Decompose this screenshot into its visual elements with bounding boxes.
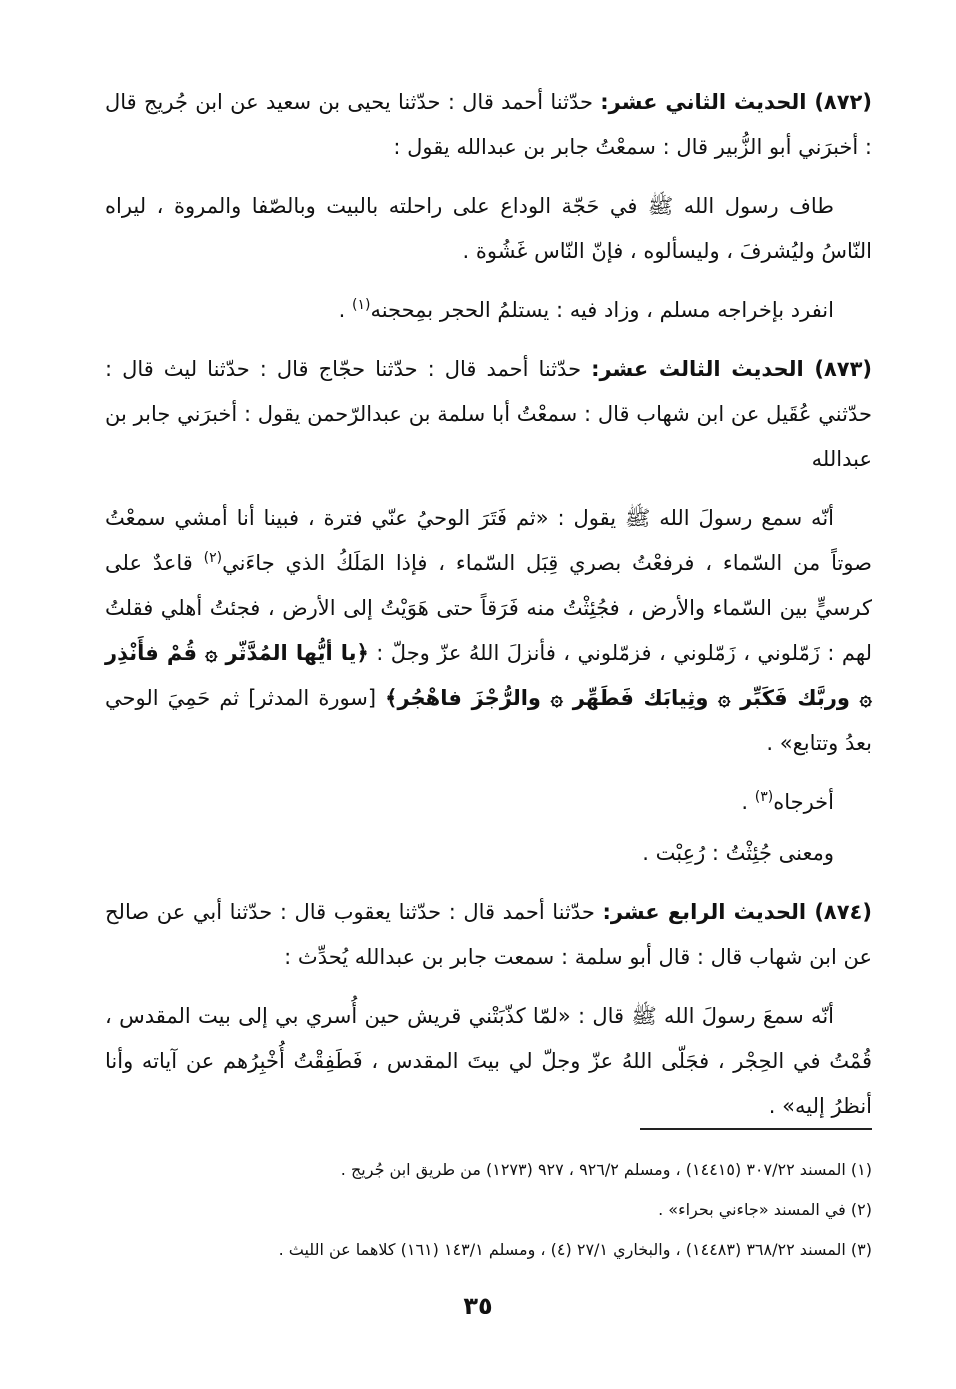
hadith-873-isnad bbox=[105, 347, 872, 482]
hadith-873-matn-part1: أنّه سمع رسولَ الله ﷺ يقول : «ثم فَتَرَ الوحيُ عنّي فترة ، فبينا أنا أمشي سمعْتُ صوتاً من السّماء ، فرفعْتُ بصري قِبَل السّماء ، فإذا المَلَكُ الذي جاءَني bbox=[105, 506, 873, 575]
hadith-873-note-text: أخرجاه bbox=[773, 790, 834, 814]
hadith-872-isnad-text: حدّثنا أحمد قال : حدّثنا يحيى بن سعيد عن ابن جُريج قال : أخبرَني أبو الزُّبير قال : سمعْتُ جابر بن عبدالله يقول : bbox=[105, 90, 872, 159]
hadith-872-note-text: انفرد بإخراجه مسلم ، وزاد فيه : يستلمُ الحجر بمِحجنه bbox=[370, 298, 834, 322]
hadith-874-isnad-text: حدّثنا أحمد قال : حدّثنا يعقوب قال : حدّثنا أبي عن صالح عن ابن شهاب قال : قال أبو سلمة : سمعت جابر بن عبدالله يُحدِّث : bbox=[105, 900, 872, 969]
footnote-ref-1: (١) bbox=[351, 297, 371, 313]
footnote-ref-3: (٣) bbox=[754, 789, 774, 805]
main-text bbox=[105, 80, 872, 1143]
hadith-874-label: (٨٧٤) الحديث الرابع عشر: bbox=[602, 900, 872, 924]
hadith-872-matn: طاف رسول الله ﷺ في حَجّة الوداع على راحلته بالبيت وبالصّفا والمروة ، ليراه النّاسُ وليُشرفَ ، وليسألوه ، فإنّ النّاس غَشُوة . bbox=[105, 194, 872, 263]
footnote-ref-2: (٢) bbox=[203, 550, 223, 566]
hadith-873-note bbox=[105, 780, 872, 825]
footnote-2: (٢) في المسند «جاءني بحراء» . bbox=[658, 1200, 872, 1219]
hadith-873-matn bbox=[105, 496, 872, 766]
footnotes bbox=[105, 1150, 872, 1270]
hadith-873-meaning: ومعنى جُئِثْتُ : رُعِبْت . bbox=[642, 841, 834, 865]
hadith-873-label: (٨٧٣) الحديث الثالث عشر: bbox=[591, 357, 872, 381]
hadith-873-note-end: . bbox=[741, 790, 755, 814]
page-number: ٣٥ bbox=[463, 1292, 493, 1320]
hadith-874-isnad bbox=[105, 890, 872, 980]
hadith-873-isnad-text: حدّثنا أحمد قال : حدّثنا حجّاج قال : حدّثنا ليث قال : حدّثني عُقَيل عن ابن شهاب قال : سمعْتُ أبا سلمة بن عبدالرّحمن يقول : أخبرَني جابر بن عبدالله bbox=[105, 357, 872, 471]
hadith-872-label: (٨٧٢) الحديث الثاني عشر: bbox=[600, 90, 872, 114]
footnote-3: (٣) المسند ٣٦٨/٢٢ (١٤٤٨٣) ، والبخاري ٢٧/١ (٤) ، ومسلم ١٤٣/١ (١٦١) كلاهما عن الليث . bbox=[278, 1240, 872, 1259]
hadith-872-note-end: . bbox=[338, 298, 352, 322]
quran-verse: ﴿يا أيُّها المُدَّثّر ۞ قُمْ فأَنْذِر ۞ وربَّك فَكَبِّر ۞ وثِيابَك فَطَهِّر ۞ والرُّجْزَ فاهْجُر﴾ bbox=[105, 641, 872, 710]
hadith-873-matn-part3: [سورة المدثر] ثم حَمِيَ الوحي بعدُ وتتابع» . bbox=[105, 686, 872, 755]
hadith-872-isnad bbox=[105, 80, 872, 170]
footnote-divider bbox=[640, 1128, 872, 1130]
hadith-874-matn: أنّه سمعَ رسولَ الله ﷺ قال : «لمّا كذّبَتْني قريش حين أُسري بي إلى بيت المقدس ، قُمْتُ في الحِجْر ، فجَلّى اللهُ عزّ وجلّ لي بيتَ المقدس ، فَطَفِقْتُ أُخْبِرُهم عن آياته وأنا أنظرُ إليه» . bbox=[105, 1004, 872, 1118]
footnote-1: (١) المسند ٣٠٧/٢٢ (١٤٤١٥) ، ومسلم ٩٢٦/٢ ، ٩٢٧ (١٢٧٣) من طريق ابن جُريج . bbox=[340, 1160, 872, 1179]
hadith-872-note bbox=[105, 288, 872, 333]
hadith-873-matn-part2: قاعدٌ على كرسيٍّ بين السّماء والأرض ، فجُئِثْتُ منه فَرَقاً حتى هَوَيْتُ إلى الأرض ، فجئتُ أهلي فقلتُ لهم : زَمّلوني ، زَمّلوني ، فزمّلوني ، فأنزلَ اللهُ عزّ وجلّ : bbox=[105, 551, 872, 665]
